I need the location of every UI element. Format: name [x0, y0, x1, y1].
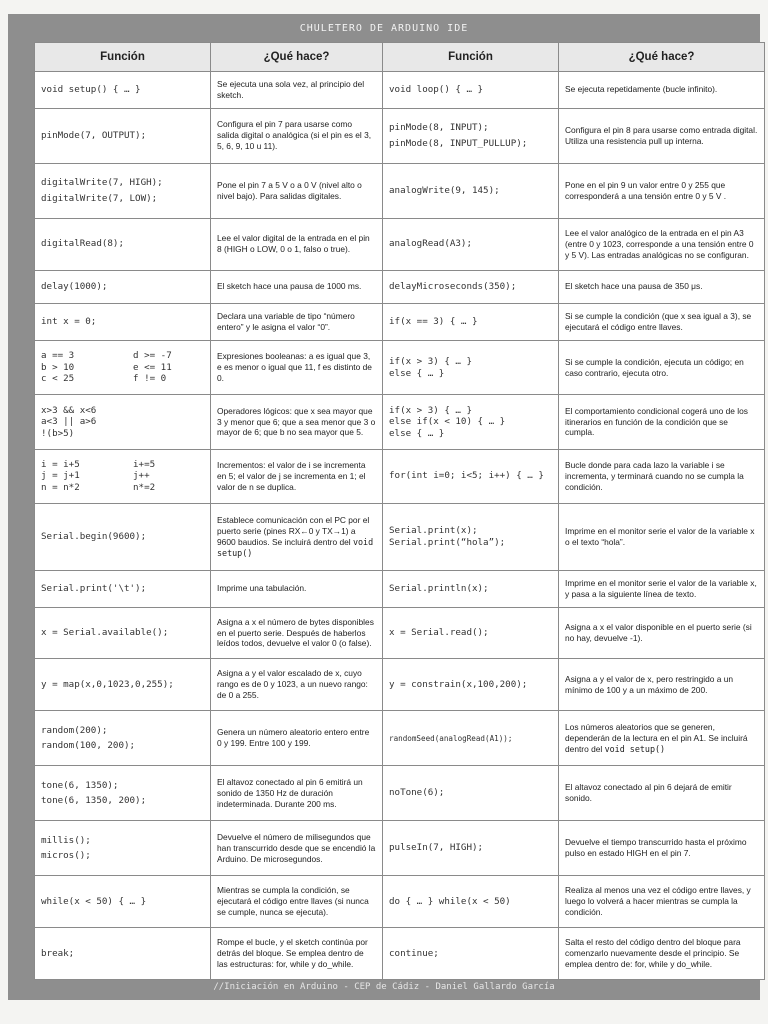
- function-cell: [383, 659, 559, 711]
- description-text: Lee el valor analógico de la entrada en el pin A3 (entre 0 y 1023, corresponde a una tensión entre 0 y 5 V). Las entradas analógicas no se configuran.: [565, 227, 754, 260]
- inline-code: void setup(): [217, 536, 374, 558]
- description-cell: [559, 766, 765, 821]
- description-text: Los números aleatorios que se generen, dependerán de la lectura en el pin A1. Se incluirá dentro del: [565, 721, 748, 754]
- description-text: El sketch hace una pausa de 1000 ms.: [217, 281, 362, 292]
- description-text: Asigna a y el valor de x, pero restringido a un mínimo de 100 y a un máximo de 200.: [565, 673, 734, 695]
- description-cell: [211, 449, 383, 503]
- header-description-left: ¿Qué hace?: [211, 43, 383, 72]
- function-cell: [35, 821, 211, 876]
- code-line: pinMode(8, INPUT_PULLUP);: [389, 137, 528, 149]
- description-text: Imprime una tabulación.: [217, 583, 307, 594]
- code-line: !(b>5): [41, 427, 75, 439]
- description-text: Configura el pin 7 para usarse como salida digital o analógica (si el pin es el 3, 5, 6, 9, 10 u 11).: [217, 119, 372, 152]
- function-cell: [35, 304, 211, 341]
- description-text: Pone en el pin 9 un valor entre 0 y 255 que corresponderá a una tensión entre 0 y 5 V .: [565, 179, 727, 201]
- description-cell: [211, 108, 383, 163]
- description-text: Devuelve el número de milisegundos que han transcurrido desde que se encendió la Arduino. De microsegundos.: [217, 831, 376, 864]
- code-line: noTone(6);: [389, 787, 445, 799]
- code-line: if(x > 3) { … }: [389, 356, 472, 368]
- table-row: [35, 570, 765, 607]
- code-line: i = i+5: [41, 458, 80, 470]
- code-line: random(100, 200);: [41, 740, 136, 752]
- code-line: do { … } while(x < 50): [389, 895, 511, 907]
- code-line: Serial.print('\t');: [41, 582, 147, 594]
- description-text: Salta el resto del código dentro del bloque para comenzarlo nuevamente desde el principio. Se emplea dentro de: for, while y do_while.: [565, 937, 741, 969]
- description-text: Rompe el bucle, y el sketch continúa por detrás del bloque. Se emplea dentro de las estructuras: for, while y do_while.: [217, 937, 368, 969]
- code-pair: [41, 482, 204, 494]
- function-cell: [383, 821, 559, 876]
- code-line: randomSeed(analogRead(A1));: [389, 733, 513, 743]
- function-cell: [35, 270, 211, 304]
- table-row: [35, 395, 765, 449]
- description-text: Incrementos: el valor de i se incrementa en 5; el valor de j se incrementa en 1; el valor de n se duplica.: [217, 459, 366, 492]
- description-cell: [559, 341, 765, 395]
- code-line: x = Serial.read();: [389, 627, 489, 639]
- function-cell: [383, 927, 559, 979]
- description-cell: [559, 270, 765, 304]
- description-cell: [559, 876, 765, 928]
- function-cell: [35, 108, 211, 163]
- description-text: Lee el valor digital de la entrada en el pin 8 (HIGH o LOW, 0 o 1, falso o true).: [217, 233, 370, 255]
- description-cell: [211, 72, 383, 109]
- description-text: Bucle donde para cada lazo la variable i se incrementa, y terminará cuando no se cumpla la condición.: [565, 459, 744, 492]
- description-cell: [559, 108, 765, 163]
- code-line: j++: [133, 470, 150, 482]
- function-cell: [383, 304, 559, 341]
- code-line: millis();: [41, 834, 91, 846]
- function-cell: [35, 449, 211, 503]
- table-row: [35, 304, 765, 341]
- function-cell: [35, 607, 211, 659]
- code-line: a == 3: [41, 350, 75, 362]
- code-line: digitalWrite(7, HIGH);: [41, 177, 163, 189]
- function-cell: [383, 449, 559, 503]
- table-row: [35, 766, 765, 821]
- description-cell: [211, 503, 383, 570]
- header-function-left: Función: [35, 43, 211, 72]
- function-cell: [383, 570, 559, 607]
- description-text: El altavoz conectado al pin 6 dejará de emitir sonido.: [565, 782, 732, 804]
- description-cell: [559, 449, 765, 503]
- description-cell: [211, 270, 383, 304]
- code-line: delayMicroseconds(350);: [389, 281, 517, 293]
- code-line: random(200);: [41, 724, 108, 736]
- code-line: micros();: [41, 850, 91, 862]
- description-cell: [211, 570, 383, 607]
- description-text: Asigna a y el valor escalado de x, cuyo rango es de 0 y 1023, a un nuevo rango: de 0 a 255.: [217, 668, 368, 701]
- code-line: x>3 && x<6: [41, 404, 97, 416]
- function-cell: [383, 341, 559, 395]
- code-line: n*=2: [133, 481, 156, 493]
- function-cell: [383, 503, 559, 570]
- description-cell: [211, 341, 383, 395]
- code-line: void loop() { … }: [389, 84, 484, 96]
- code-line: int x = 0;: [41, 316, 97, 328]
- description-text: Devuelve el tiempo transcurrido hasta el próximo pulso en estado HIGH en el pin 7.: [565, 837, 747, 859]
- code-line: j = j+1: [41, 470, 80, 482]
- description-cell: [211, 659, 383, 711]
- table-row: [35, 927, 765, 979]
- function-cell: [383, 607, 559, 659]
- description-cell: [211, 821, 383, 876]
- description-text: Declara una variable de tipo “número entero” y le asigna el valor “0”.: [217, 311, 355, 333]
- description-text: Si se cumple la condición (que x sea igual a 3), se ejecutará el código entre llaves.: [565, 311, 752, 333]
- description-cell: [211, 876, 383, 928]
- code-pair: [41, 405, 204, 417]
- code-line: analogWrite(9, 145);: [389, 185, 500, 197]
- code-line: b > 10: [41, 361, 75, 373]
- function-cell: [35, 876, 211, 928]
- function-cell: [35, 570, 211, 607]
- code-line: a<3 || a>6: [41, 416, 97, 428]
- code-line: n = n*2: [41, 481, 80, 493]
- description-cell: [211, 218, 383, 270]
- function-cell: [35, 341, 211, 395]
- code-line: Serial.println(x);: [389, 582, 489, 594]
- description-cell: [559, 163, 765, 218]
- description-text: Asigna a x el valor disponible en el puerto serie (si no hay, devuelve -1).: [565, 622, 752, 643]
- description-text: Realiza al menos una vez el código entre llaves, y luego lo volverá a hacer mientras se cumpla la condición.: [565, 885, 751, 917]
- code-line: x = Serial.available();: [41, 627, 169, 639]
- table-row: [35, 163, 765, 218]
- function-cell: [35, 927, 211, 979]
- code-line: y = map(x,0,1023,0,255);: [41, 679, 174, 691]
- description-text: Genera un número aleatorio entero entre 0 y 199. Entre 100 y 199.: [217, 727, 370, 749]
- function-cell: [35, 503, 211, 570]
- inline-code: void setup(): [604, 743, 666, 754]
- description-text: Imprime en el monitor serie el valor de la variable x, y pasa a la siguiente línea de texto.: [565, 577, 757, 599]
- function-cell: [35, 711, 211, 766]
- code-line: pinMode(8, INPUT);: [389, 122, 489, 134]
- function-cell: [35, 659, 211, 711]
- code-line: i+=5: [133, 458, 156, 470]
- code-line: delay(1000);: [41, 281, 108, 293]
- code-pair: [41, 350, 204, 362]
- function-cell: [35, 72, 211, 109]
- description-cell: [211, 766, 383, 821]
- description-text: Operadores lógicos: que x sea mayor que 3 y menor que 6; que a sea menor que 3 o mayor de 6; que b no sea mayor que 5.: [217, 405, 376, 438]
- header-function-right: Función: [383, 43, 559, 72]
- function-cell: [383, 218, 559, 270]
- table-row: [35, 341, 765, 395]
- description-text: El altavoz conectado al pin 6 emitirá un sonido de 1350 Hz de duración indeterminada. Durante 200 ms.: [217, 776, 363, 809]
- function-cell: [383, 270, 559, 304]
- code-line: if(x == 3) { … }: [389, 316, 478, 328]
- code-line: if(x > 3) { … }: [389, 404, 472, 416]
- code-line: void setup() { … }: [41, 84, 141, 96]
- function-cell: [35, 766, 211, 821]
- table-row: [35, 876, 765, 928]
- function-cell: [383, 108, 559, 163]
- table-row: [35, 108, 765, 163]
- table-row: [35, 218, 765, 270]
- description-cell: [559, 304, 765, 341]
- function-cell: [383, 876, 559, 928]
- code-pair: [41, 459, 204, 471]
- table-row: [35, 711, 765, 766]
- description-text: Si se cumple la condición, ejecuta un código; en caso contrario, ejecuta otro.: [565, 356, 744, 378]
- code-line: d >= -7: [133, 350, 172, 362]
- code-line: Serial.print(“hola”);: [389, 536, 506, 548]
- function-cell: [35, 218, 211, 270]
- code-line: else { … }: [389, 427, 445, 439]
- description-cell: [211, 163, 383, 218]
- sheet-footer: //Iniciación en Arduino - CEP de Cádiz - Daniel Gallardo García: [213, 982, 555, 992]
- table-row: [35, 659, 765, 711]
- description-text: Se ejecuta una sola vez, al principio del sketch.: [217, 79, 365, 100]
- table-row: [35, 449, 765, 503]
- description-cell: [211, 927, 383, 979]
- description-cell: [559, 570, 765, 607]
- code-pair: [41, 428, 204, 440]
- code-line: y = constrain(x,100,200);: [389, 679, 528, 691]
- description-cell: [559, 927, 765, 979]
- table-row: [35, 607, 765, 659]
- code-line: else { … }: [389, 367, 445, 379]
- description-text: Imprime en el monitor serie el valor de la variable x o el texto “hola”.: [565, 525, 755, 547]
- function-cell: [383, 766, 559, 821]
- table-row: [35, 72, 765, 109]
- description-cell: [211, 607, 383, 659]
- code-line: break;: [41, 947, 75, 959]
- description-text: Establece comunicación con el PC por el puerto serie (pines RX←0 y TX→1) a 9600 baudios. Se incluirá dentro del: [217, 514, 370, 547]
- code-line: for(int i=0; i<5; i++) { … }: [389, 470, 544, 482]
- code-line: digitalRead(8);: [41, 238, 124, 250]
- code-line: tone(6, 1350);: [41, 779, 119, 791]
- description-cell: [559, 821, 765, 876]
- code-line: digitalWrite(7, LOW);: [41, 192, 158, 204]
- code-pair: [41, 470, 204, 482]
- table-row: [35, 270, 765, 304]
- description-text: Pone el pin 7 a 5 V o a 0 V (nivel alto o nivel bajo). Para salidas digitales.: [217, 179, 362, 201]
- code-line: c < 25: [41, 373, 75, 385]
- description-cell: [559, 659, 765, 711]
- function-cell: [383, 72, 559, 109]
- code-line: while(x < 50) { … }: [41, 895, 147, 907]
- header-description-right: ¿Qué hace?: [559, 43, 765, 72]
- header-row: [35, 43, 765, 72]
- code-pair: [41, 373, 204, 385]
- table-row: [35, 503, 765, 570]
- code-line: Serial.begin(9600);: [41, 531, 147, 543]
- description-text: Asigna a x el número de bytes disponibles en el puerto serie. Después de haberlos leídos todos, devuelve el valor 0 (o false).: [217, 616, 374, 649]
- code-line: pinMode(7, OUTPUT);: [41, 130, 147, 142]
- code-line: f != 0: [133, 373, 167, 385]
- description-cell: [559, 607, 765, 659]
- code-line: tone(6, 1350, 200);: [41, 795, 147, 807]
- code-line: Serial.print(x);: [389, 525, 478, 537]
- code-pair: [41, 362, 204, 374]
- function-cell: [35, 395, 211, 449]
- code-line: continue;: [389, 947, 439, 959]
- reference-table: [34, 42, 765, 980]
- description-text: Expresiones booleanas: a es igual que 3, e es menor o igual que 11, f es distinto de 0.: [217, 351, 372, 384]
- code-line: analogRead(A3);: [389, 238, 472, 250]
- code-pair: [41, 416, 204, 428]
- table-row: [35, 821, 765, 876]
- description-cell: [211, 711, 383, 766]
- description-cell: [559, 395, 765, 449]
- sheet-title: CHULETERO DE ARDUINO IDE: [299, 23, 469, 34]
- function-cell: [383, 711, 559, 766]
- description-cell: [559, 503, 765, 570]
- description-text: El sketch hace una pausa de 350 μs.: [565, 281, 703, 292]
- description-cell: [559, 711, 765, 766]
- description-text: El comportamiento condicional cogerá uno de los itinerarios en función de la condición que se cumpla.: [565, 405, 748, 438]
- description-text: Se ejecuta repetidamente (bucle infinito).: [565, 84, 718, 95]
- code-line: e <= 11: [133, 361, 172, 373]
- description-cell: [559, 218, 765, 270]
- description-cell: [211, 395, 383, 449]
- description-text: Configura el pin 8 para usarse como entrada digital. Utiliza una resistencia pull up interna.: [565, 124, 758, 146]
- description-text: Mientras se cumpla la condición, se ejecutará el código entre llaves (si nunca se cumple, nunca se ejecuta).: [217, 885, 369, 917]
- function-cell: [35, 163, 211, 218]
- code-line: pulseIn(7, HIGH);: [389, 842, 484, 854]
- function-cell: [383, 395, 559, 449]
- function-cell: [383, 163, 559, 218]
- description-cell: [559, 72, 765, 109]
- cheat-sheet: [8, 14, 760, 1000]
- description-cell: [211, 304, 383, 341]
- code-line: else if(x < 10) { … }: [389, 416, 506, 428]
